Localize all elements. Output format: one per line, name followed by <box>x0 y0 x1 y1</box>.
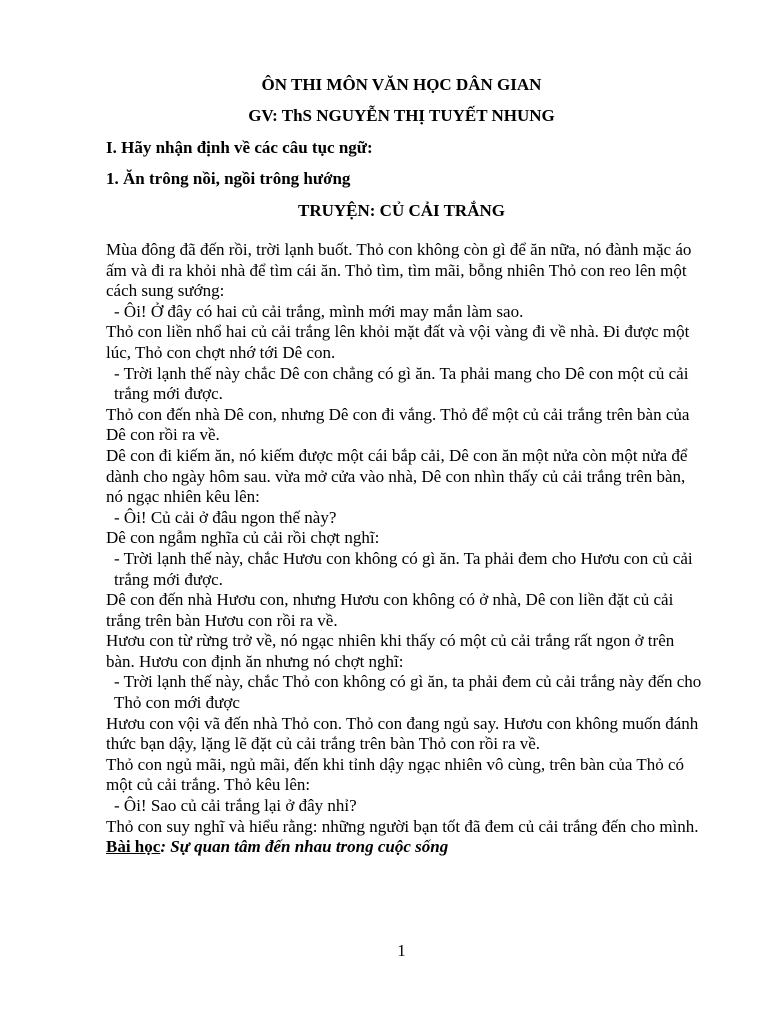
story-body <box>106 240 706 858</box>
story-paragraph: Thỏ con ngủ mãi, ngủ mãi, đến khi tỉnh dậy ngạc nhiên vô cùng, trên bàn của Thỏ có một củ cải trắng. Thỏ kêu lên: <box>106 754 685 795</box>
story-dialog: - Trời lạnh thế này chắc Dê con chẳng có gì ăn. Ta phải mang cho Dê con một củ cải trắng mới được. <box>114 363 689 404</box>
story-title: TRUYỆN: CỦ CẢI TRẮNG <box>297 201 505 220</box>
story-dialog: - Ôi! Ở đây có hai củ cải trắng, mình mới may mắn làm sao. <box>114 301 524 321</box>
lesson-line <box>106 837 706 858</box>
lesson-label: Bài học <box>106 837 161 857</box>
story-dialog: - Trời lạnh thế này, chắc Hươu con không có gì ăn. Ta phải đem cho Hươu con củ cải trắng mới được. <box>114 548 693 589</box>
proverb-heading: 1. Ăn trông nồi, ngồi trông hướng <box>106 169 351 188</box>
story-paragraph: Thỏ con suy nghĩ và hiểu rằng: những người bạn tốt đã đem củ cải trắng đến cho mình. <box>106 816 699 836</box>
story-dialog: - Trời lạnh thế này, chắc Thỏ con không có gì ăn, ta phải đem củ cải trắng này đến cho Thỏ con mới được <box>114 672 702 713</box>
story-paragraph: Dê con đến nhà Hươu con, nhưng Hươu con không có ở nhà, Dê con liền đặt củ cải trắng trên bàn Hươu con rồi ra về. <box>106 590 674 630</box>
story-paragraph: Dê con ngẫm nghĩa củ cải rồi chợt nghĩ: <box>106 528 380 548</box>
section-heading: I. Hãy nhận định về các câu tục ngữ: <box>106 138 373 157</box>
story-paragraph: Mùa đông đã đến rồi, trời lạnh buốt. Thỏ con không còn gì để ăn nữa, nó đành mặc áo ấm và đi ra khỏi nhà để tìm cái ăn. Thỏ tìm, tìm mãi, bỗng nhiên Thỏ con reo lên một cách sung sướng: <box>106 240 692 301</box>
document-title: ÔN THI MÔN VĂN HỌC DÂN GIAN <box>261 75 542 94</box>
story-dialog: - Ôi! Củ cải ở đâu ngon thế này? <box>114 507 337 527</box>
lesson-text: : Sự quan tâm đến nhau trong cuộc sống <box>160 837 449 857</box>
story-paragraph: Hươu con từ rừng trở về, nó ngạc nhiên khi thấy có một củ cải trắng rất ngon ở trên bàn. Hươu con định ăn nhưng nó chợt nghĩ: <box>106 631 675 671</box>
story-paragraph: Hươu con vội vã đến nhà Thỏ con. Thỏ con đang ngủ say. Hươu con không muốn đánh thức bạn dậy, lặng lẽ đặt củ cải trắng trên bàn Thỏ con rồi ra về. <box>106 713 699 754</box>
story-paragraph: Thỏ con đến nhà Dê con, nhưng Dê con đi vắng. Thỏ để một củ cải trắng trên bàn của Dê con rồi ra về. <box>106 404 690 445</box>
story-paragraph: Thỏ con liền nhổ hai củ cải trắng lên khỏi mặt đất và vội vàng đi về nhà. Đi được một lúc, Thỏ con chợt nhớ tới Dê con. <box>106 322 690 362</box>
page-number: 1 <box>397 941 406 960</box>
teacher-name: GV: ThS NGUYỄN THỊ TUYẾT NHUNG <box>248 106 555 125</box>
story-paragraph: Dê con đi kiếm ăn, nó kiếm được một cái bắp cải, Dê con ăn một nửa còn một nửa để dành cho ngày hôm sau. vừa mở cửa vào nhà, Dê con nhìn thấy củ cải trắng trên bàn, nó ngạc nhiên kêu lên: <box>106 445 688 507</box>
story-dialog: - Ôi! Sao củ cải trắng lại ở đây nhỉ? <box>114 796 357 816</box>
